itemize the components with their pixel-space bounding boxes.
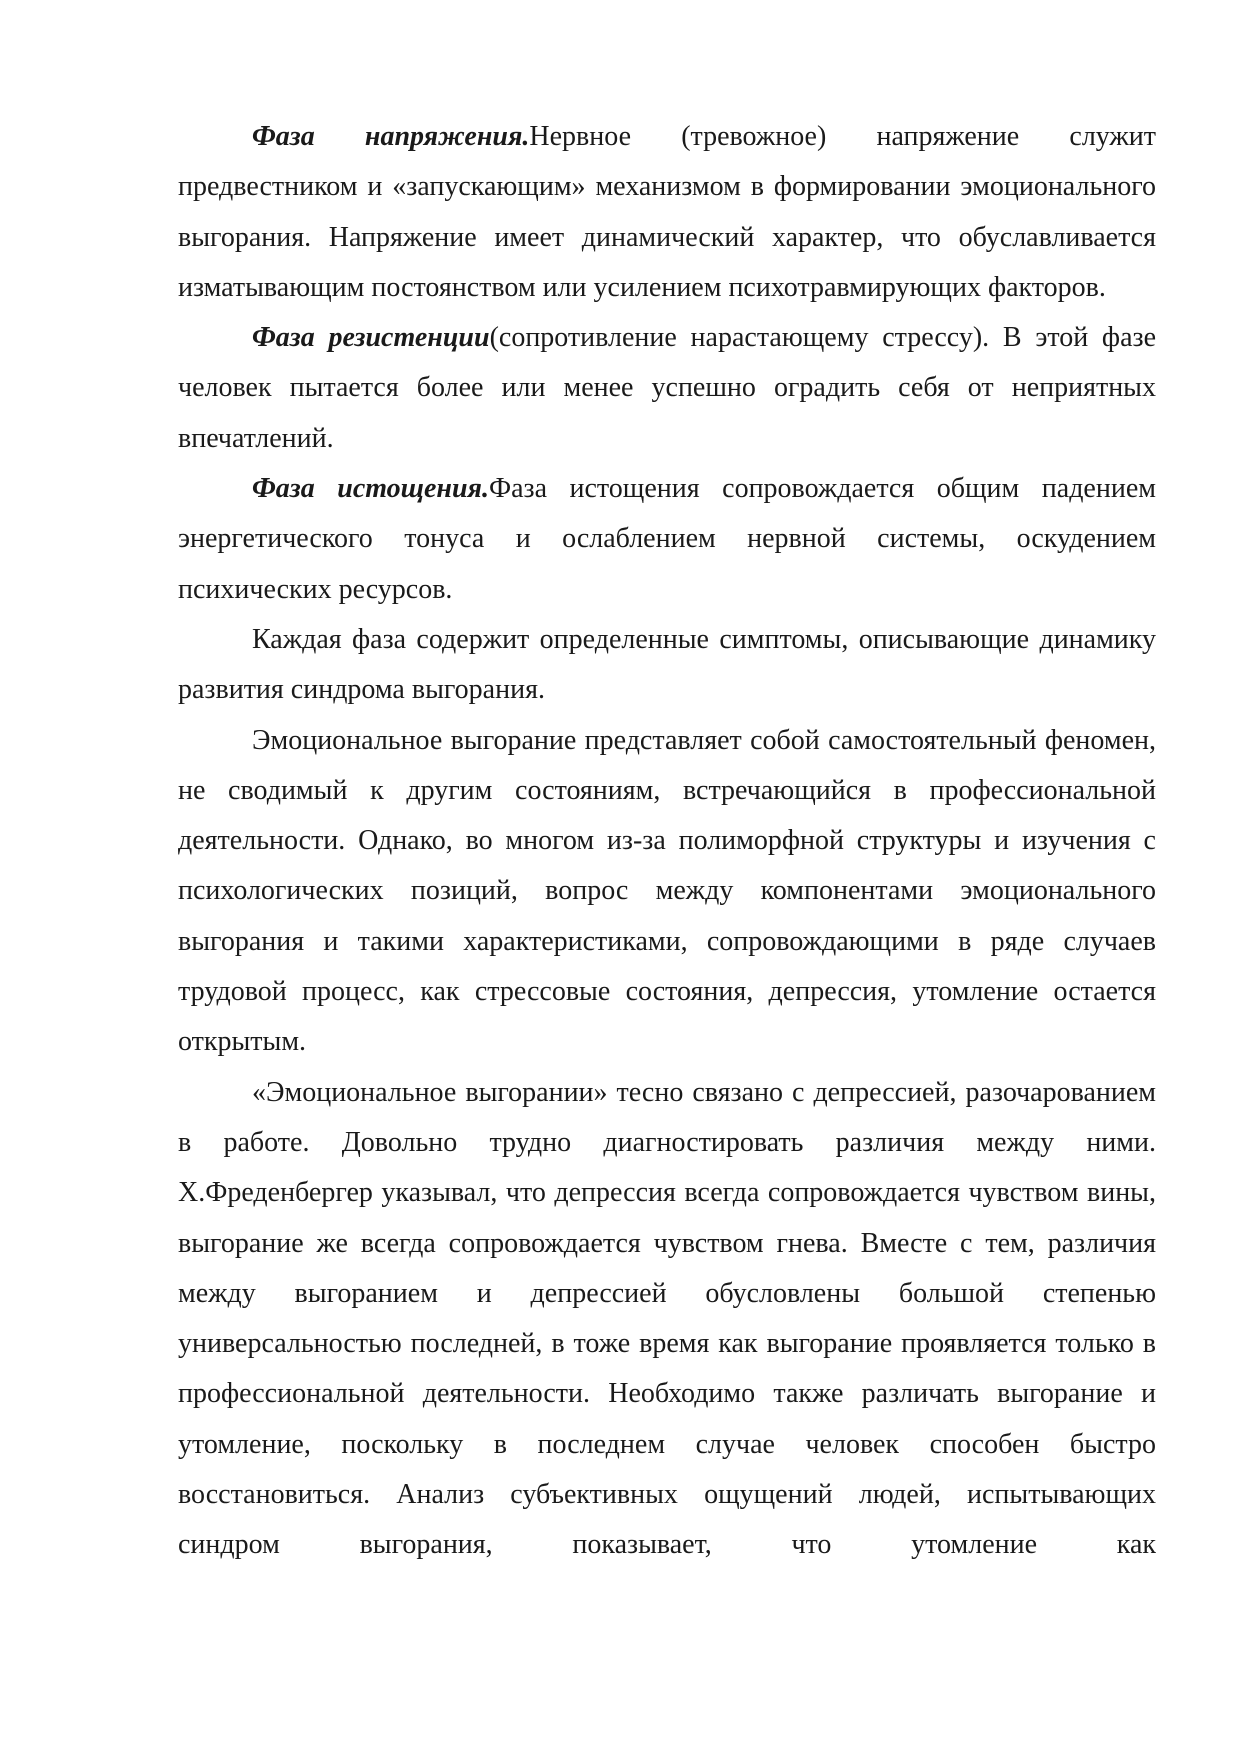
paragraph-symptoms [178,615,1156,716]
paragraph-burnout-phenomenon [178,716,1156,1068]
paragraph-exhaustion-phase [178,464,1156,615]
paragraph-resistance-phase [178,313,1156,464]
paragraph-tension-phase [178,112,1156,313]
paragraph-text: Каждая фаза содержит определенные симптомы, описывающие динамику развития синдрома выгорания. [178,623,1156,706]
term-tension-phase: Фаза напряжения. [252,121,530,152]
paragraph-burnout-depression [178,1068,1156,1571]
paragraph-text: Нервное (тревожное) напряжение служит предвестником и «запускающим» механизмом в формировании эмоционального выгорания. Напряжение имеет динамический характер, что обуславливается изматывающим постоянством или усилением психотравмирующих факторов. [178,121,1156,303]
paragraph-text: «Эмоциональное выгорании» тесно связано с депрессией, разочарованием в работе. Довольно трудно диагностировать различия между ними. Х.Фреденбергер указывал, что депрессия всегда сопровождается чувством вины, выгорание же всегда сопровождается чувством гнева. Вместе с тем, различия между выгоранием и депрессией обусловлены большой степенью универсальностью последней, в тоже время как выгорание проявляется только в профессиональной деятельности. Необходимо также различать выгорание и утомление, поскольку в последнем случае человек способен быстро восстановиться. Анализ субъективных ощущений людей, испытывающих синдром выгорания, показывает, что утомление как [178,1076,1156,1561]
term-exhaustion-phase: Фаза истощения. [252,473,489,505]
term-resistance-phase: Фаза резистенции [252,322,490,354]
paragraph-text: (сопротивление нарастающему стрессу). В этой фазе человек пытается более или менее успешно оградить себя от неприятных впечатлений. [178,322,1156,454]
document-page [178,112,1156,1571]
paragraph-text: Эмоциональное выгорание представляет собой самостоятельный феномен, не сводимый к другим состояниям, встречающийся в профессиональной деятельности. Однако, во многом из-за полиморфной структуры и изучения с психологических позиций, вопрос между компонентами эмоционального выгорания и такими характеристиками, сопровождающими в ряде случаев трудовой процесс, как стрессовые состояния, депрессия, утомление остается открытым. [178,724,1156,1058]
paragraph-text: Фаза истощения сопровождается общим падением энергетического тонуса и ослаблением нервной системы, оскудением психических ресурсов. [178,473,1156,605]
